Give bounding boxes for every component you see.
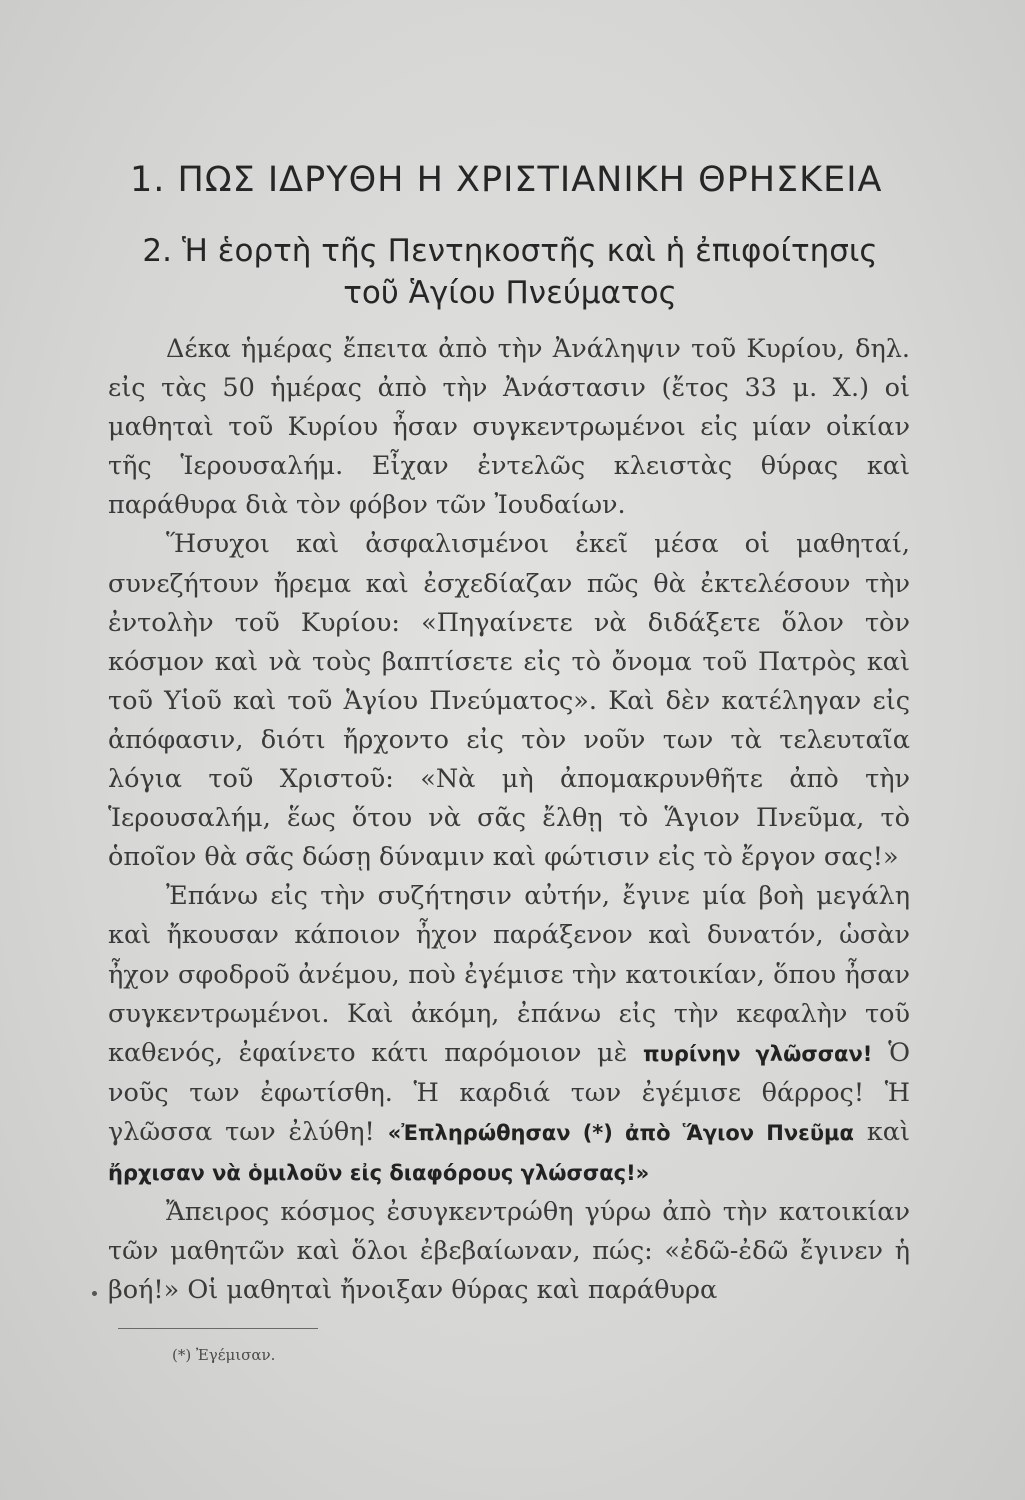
section-title: [110, 230, 910, 314]
section-title-text-line1: Ἡ ἑορτὴ τῆς Πεντηκοστῆς καὶ ἡ ἐπιφοίτησις: [181, 233, 878, 269]
paragraph-3-text-b: Ὁ νοῦς των ἐφωτίσθη. Ἡ καρδιά των ἐγέμισε θάρρος! Ἡ γλῶσσα των ἐλύθη!: [108, 1037, 910, 1147]
paragraph-1: Δέκα ἡμέρας ἔπειτα ἀπὸ τὴν Ἀνάληψιν τοῦ Κυρίου, δηλ. εἰς τὰς 50 ἡμέρας ἀπὸ τὴν Ἀνάστασιν (ἔτος 33 μ. Χ.) οἱ μαθηταὶ τοῦ Κυρίου ἦσαν συγκεντρωμένοι εἰς μίαν οἰκίαν τῆς Ἱερουσαλήμ. Εἶχαν ἐντελῶς κλειστὰς θύρας καὶ παράθυρα διὰ τὸν φόβον τῶν Ἰουδαίων.: [108, 334, 910, 521]
paragraph-2: Ἥσυχοι καὶ ἀσφαλισμένοι ἐκεῖ μέσα οἱ μαθηταί, συνεζήτουν ἤρεμα καὶ ἐσχεδίαζαν πῶς θὰ ἐκτελέσουν τὴν ἐντολὴν τοῦ Κυρίου: «Πηγαίνετε νὰ διδάξετε ὅλον τὸν κόσμον καὶ νὰ τοὺς βαπτίσετε εἰς τὸ ὄνομα τοῦ Πατρὸς καὶ τοῦ Υἱοῦ καὶ τοῦ Ἁγίου Πνεύματος». Καὶ δὲν κατέληγαν εἰς ἀπόφασιν, διότι ἤρχοντο εἰς τὸν νοῦν των τὰ τελευταῖα λόγια τοῦ Χριστοῦ: «Νὰ μὴ ἀπομακρυνθῆτε ἀπὸ τὴν Ἱερουσαλήμ, ἕως ὅτου νὰ σᾶς ἔλθῃ τὸ Ἅγιον Πνεῦμα, τὸ ὁποῖον θὰ σᾶς δώσῃ δύναμιν καὶ φώτισιν εἰς τὸ ἔργον σας!»: [108, 529, 910, 873]
paragraph-4: Ἄπειρος κόσμος ἐσυγκεντρώθη γύρω ἀπὸ τὴν κατοικίαν τῶν μαθητῶν καὶ ὅλοι ἐβεβαίωναν, πώς: «ἐδῶ-ἐδῶ ἔγινεν ἡ βοή!» Οἱ μαθηταὶ ἤνοιξαν θύρας καὶ παράθυρα: [108, 1197, 910, 1306]
chapter-title: 1. ΠΩΣ ΙΔΡΥΘΗ Η ΧΡΙΣΤΙΑΝΙΚΗ ΘΡΗΣΚΕΙΑ: [130, 160, 883, 200]
footnote-divider: [118, 1328, 318, 1329]
paragraph-3-bold-filled: «Ἐπληρώθησαν (*) ἀπὸ Ἅγιον Πνεῦμα: [387, 1120, 854, 1145]
paragraph-3: [108, 877, 910, 1193]
section-title-line1: [110, 230, 910, 272]
paragraph-3-bold-fiery-tongue: πυρίνην γλῶσσαν!: [643, 1041, 873, 1066]
footnote: (*) Ἐγέμισαν.: [172, 1346, 276, 1364]
margin-mark: [92, 1291, 97, 1296]
paragraph-3-text-a: Ἐπάνω εἰς τὴν συζήτησιν αὐτήν, ἔγινε μία βοὴ μεγάλη καὶ ἤκουσαν κάποιον ἦχον παράξενον καὶ δυνατόν, ὡσὰν ἦχον σφοδροῦ ἀνέμου, ποὺ ἐγέμισε τὴν κατοικίαν, ὅπου ἦσαν συγκεντρωμένοι. Καὶ ἀκόμη, ἐπάνω εἰς τὴν κεφαλὴν τοῦ καθενός, ἐφαίνετο κάτι παρόμοιον μὲ: [108, 881, 910, 1068]
section-title-line2: τοῦ Ἁγίου Πνεύματος: [343, 275, 677, 311]
section-number: 2.: [142, 233, 172, 269]
body-text: [108, 330, 910, 1310]
paragraph-3-bold-tongues: ἤρχισαν νὰ ὁμιλοῦν εἰς διαφόρους γλώσσας!»: [108, 1160, 650, 1185]
paragraph-3-text-c: καὶ: [866, 1116, 911, 1147]
